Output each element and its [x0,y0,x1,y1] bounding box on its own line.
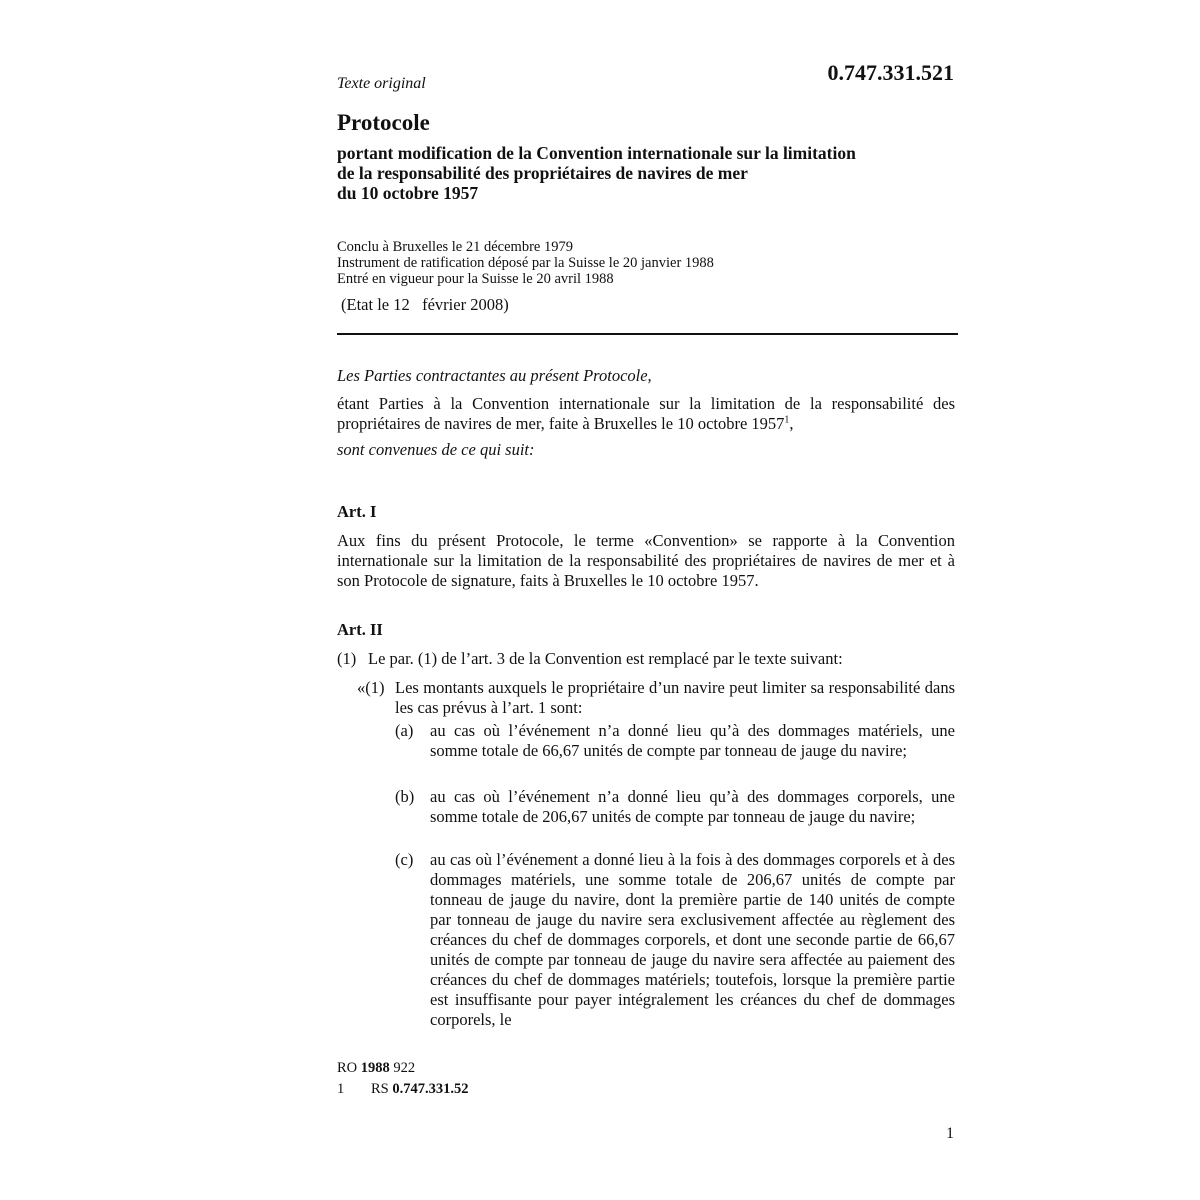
preamble-parties: Les Parties contractantes au présent Protocole, [337,366,652,385]
rs-number: 0.747.331.521 [827,60,954,85]
entree-line: Entré en vigueur pour la Suisse le 20 avril 1988 [337,271,614,287]
footnote-ref-1[interactable]: 1 [784,414,790,426]
ro-year: 1988 [360,1060,390,1076]
preamble-sont-convenues: sont convenues de ce qui suit: [337,440,535,459]
item-a-label: (a) [395,721,414,740]
footnote-1-prefix: RS [371,1081,389,1097]
document-title: Protocole [337,110,430,135]
footnote-1-ref: 0.747.331.52 [392,1081,469,1097]
footnote-1-number: 1 [337,1081,345,1097]
ro-prefix: RO [337,1060,358,1076]
footnote-ro [337,1058,415,1078]
footnote-1 [337,1079,469,1099]
page-number: 1 [946,1125,954,1142]
item-a-text: au cas où l’événement n’a donné lieu qu’à des dommages matériels, une somme totale de 66,67 unités de compte par tonneau de jauge du navire; [430,721,955,760]
subtitle-line: portant modification de la Convention internationale sur la limitation [337,143,856,163]
texte-original-label: Texte original [337,75,426,92]
ratification-line: Instrument de ratification déposé par la Suisse le 20 janvier 1988 [337,255,714,271]
item-c-text: au cas où l’événement a donné lieu à la fois à des dommages corporels et à des dommages matériels, une somme totale de 206,67 unités de compte par tonneau de jauge du navire, dont la première partie de 140 unités de compte par tonneau de jauge du navire sera exclusivement affectée au règlement des créances du chef de dommages corporels, et dont une seconde partie de 66,67 unités de compte par tonneau de jauge du navire sera affectée au paiement des créances du chef de dommages matériels; toutefois, lorsque la première partie est insuffisante pour payer intégralement les créances du chef de dommages corporels, le [430,850,955,1029]
item-c-label: (c) [395,850,414,869]
paragraph-1-text: Le par. (1) de l’art. 3 de la Convention est remplacé par le texte suivant: [368,649,843,668]
item-b-text: au cas où l’événement n’a donné lieu qu’à des dommages corporels, une somme totale de 206,67 unités de compte par tonneau de jauge du navire; [430,787,955,826]
paragraph-1-label: (1) [337,649,357,668]
article-2-heading: Art. II [337,620,383,639]
metadata-block [337,239,714,287]
article-1-heading: Art. I [337,502,377,521]
preamble-etant-end: , [789,414,794,433]
preamble-etant [337,394,955,434]
header-divider [337,333,958,335]
preamble-etant-text: étant Parties à la Convention internationale sur la limitation de la responsabilité des propriétaires de navires de mer, faite à Bruxelles le 10 octobre 1957 [337,394,955,433]
ro-page: 922 [393,1060,416,1076]
item-b-label: (b) [395,787,415,806]
quoted-paragraph-text: Les montants auxquels le propriétaire d’un navire peut limiter sa responsabilité dans les cas prévus à l’art. 1 sont: [395,678,955,717]
subtitle-line: du 10 octobre 1957 [337,183,479,203]
subtitle-line: de la responsabilité des propriétaires de navires de mer [337,163,748,183]
document-subtitle [337,143,957,203]
conclu-line: Conclu à Bruxelles le 21 décembre 1979 [337,239,573,255]
etat-date: (Etat le 12 février 2008) [341,295,509,314]
article-1-text: Aux fins du présent Protocole, le terme «Convention» se rapporte à la Convention internationale sur la limitation de la responsabilité des propriétaires de navires de mer et à son Protocole de signature, faits à Bruxelles le 10 octobre 1957. [337,531,955,590]
quoted-paragraph-label: «(1) [357,678,385,697]
